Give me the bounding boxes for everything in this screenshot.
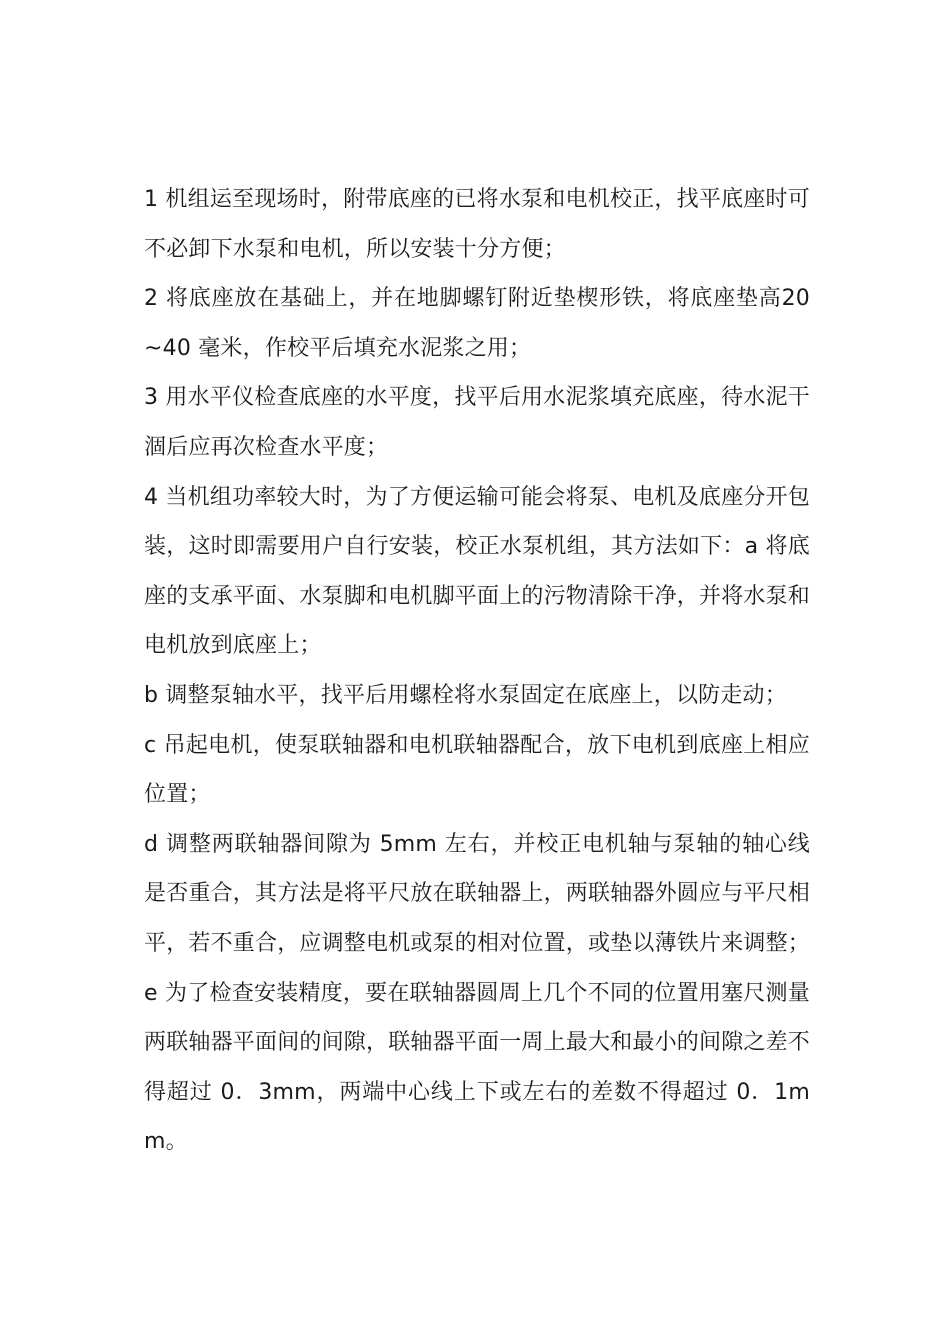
document-body bbox=[144, 175, 810, 1167]
paragraph-step-2: 2 将底座放在基础上，并在地脚螺钉附近垫楔形铁，将底座垫高20~40 毫米，作校平后填充水泥浆之用； bbox=[144, 286, 810, 361]
paragraph-step-b: b 调整泵轴水平，找平后用螺栓将水泵固定在底座上，以防走动； bbox=[144, 682, 787, 708]
paragraph-step-c: c 吊起电机，使泵联轴器和电机联轴器配合，放下电机到底座上相应位置； bbox=[144, 732, 810, 808]
paragraph-step-4: 4 当机组功率较大时，为了方便运输可能会将泵、电机及底座分开包装，这时即需要用户自行安装，校正水泵机组，其方法如下：a 将底座的支承平面、水泵脚和电机脚平面上的污物清除干净，并将水泵和电机放到底座上； bbox=[144, 484, 811, 659]
paragraph-step-d: d 调整两联轴器间隙为 5mm 左右，并校正电机轴与泵轴的轴心线是否重合，其方法是将平尺放在联轴器上，两联轴器外圆应与平尺相平，若不重合，应调整电机或泵的相对位置，或垫以薄铁片来调整； bbox=[144, 831, 811, 956]
paragraph-step-1: 1 机组运至现场时，附带底座的已将水泵和电机校正，找平底座时可不必卸下水泵和电机，所以安装十分方便； bbox=[144, 187, 810, 262]
paragraph-step-3: 3 用水平仪检查底座的水平度，找平后用水泥浆填充底座，待水泥干涸后应再次检查水平度； bbox=[144, 385, 810, 460]
paragraph-step-e: e 为了检查安装精度，要在联轴器圆周上几个不同的位置用塞尺测量两联轴器平面间的间隙，联轴器平面一周上最大和最小的间隙之差不得超过 0．3mm，两端中心线上下或左右的差数不得超过 0．1mm。 bbox=[144, 980, 811, 1155]
